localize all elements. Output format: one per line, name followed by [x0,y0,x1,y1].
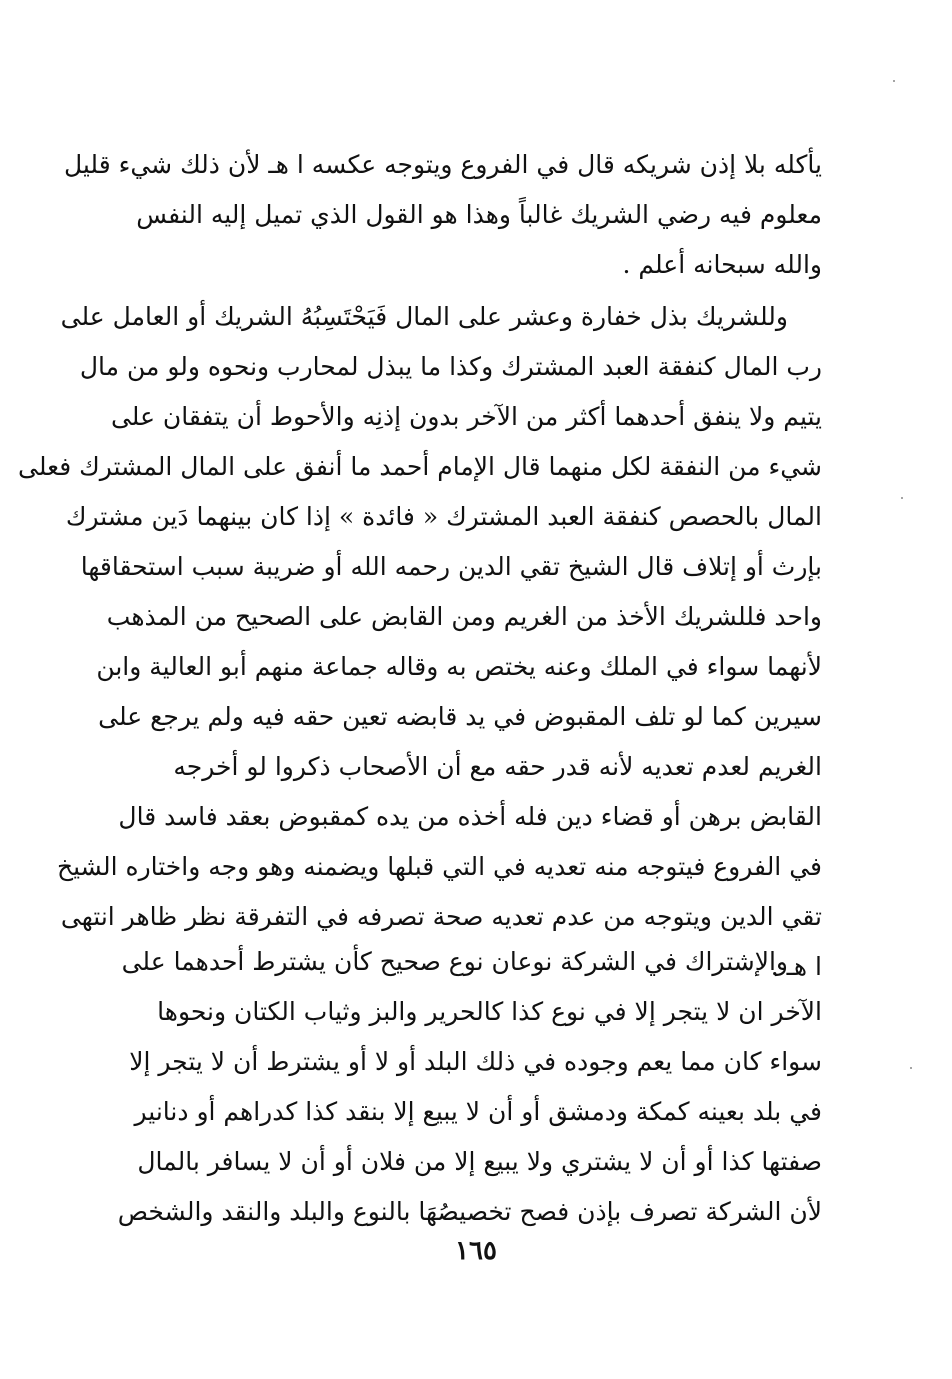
paragraph-1 [63,140,822,290]
text-line: شيء من النفقة لكل منهما قال الإمام أحمد ما أنفق على المال المشترك فعلى [18,452,822,481]
paragraph-2 [18,292,822,992]
text-line: تقي الدين ويتوجه من عدم تعديه صحة تصرفه في التفرقة نظر ظاهر انتهى [60,902,822,931]
text-line: في بلد بعينه كمكة ودمشق أو أن لا يبيع إلا بنقد كذا كدراهم أو دنانير [134,1097,822,1126]
text-line: سواء كان مما يعم وجوده في ذلك البلد أو لا أو يشترط أن لا يتجر إلا [129,1047,822,1076]
text-line: لأنهما سواء في الملك وعنه يختص به وقاله جماعة منهم أبو العالية وابن [96,652,822,681]
scan-speck [901,497,903,499]
text-line: في الفروع فيتوجه منه تعديه في التي قبلها ويضمنه وهو وجه واختاره الشيخ [56,852,822,881]
text-line: المال بالحصص كنفقة العبد المشترك « فائدة » إذا كان بينهما دَين مشترك [65,502,822,531]
text-line: سيرين كما لو تلف المقبوض في يد قابضه تعين حقه فيه ولم يرجع على [98,702,822,731]
text-line: صفتها كذا أو أن لا يشتري ولا يبيع إلا من فلان أو أن لا يسافر بالمال [137,1147,822,1176]
text-line: الغريم لعدم تعديه لأنه قدر حقه مع أن الأصحاب ذكروا لو أخرجه [173,752,822,781]
text-line: واحد فللشريك الأخذ من الغريم ومن القابض على الصحيح من المذهب [106,602,822,631]
scan-speck [910,1067,912,1069]
text-line: يتيم ولا ينفق أحدهما أكثر من الآخر بدون إذنِه والأحوط أن يتفقان على [110,402,822,431]
text-line: بإرث أو إتلاف قال الشيخ تقي الدين رحمه الله أو ضريبة سبب استحقاقها [80,552,822,581]
text-line: ا هـ . [770,952,822,981]
text-line: رب المال كنفقة العبد المشترك وكذا ما يبذل لمحارب ونحوه ولو من مال [79,352,822,381]
scan-speck [893,80,895,82]
paragraph-3 [118,937,822,1237]
page-number: ١٦٥ [455,1236,497,1266]
text-line: القابض برهن أو قضاء دين فله أخذه من يده كمقبوض بعقد فاسد قال [118,802,822,831]
text-line: معلوم فيه رضي الشريك غالباً وهذا هو القول الذي تميل إليه النفس [136,200,822,229]
text-line: والإشتراك في الشركة نوعان نوع صحيح كأن يشترط أحدهما على [121,947,788,976]
text-line: وللشريك بذل خفارة وعشر على المال فَيَحْتَسِبُهُ الشريك أو العامل على [60,302,788,331]
text-line: الآخر ان لا يتجر إلا في نوع كذا كالحرير والبز وثياب الكتان ونحوها [157,997,822,1026]
text-line: والله سبحانه أعلم . [622,250,822,279]
text-line: لأن الشركة تصرف بإذن فصح تخصيصُهَا بالنوع والبلد والنقد والشخص [117,1197,822,1226]
text-line: يأكله بلا إذن شريكه قال في الفروع ويتوجه عكسه ا هـ لأن ذلك شيء قليل [63,150,822,179]
